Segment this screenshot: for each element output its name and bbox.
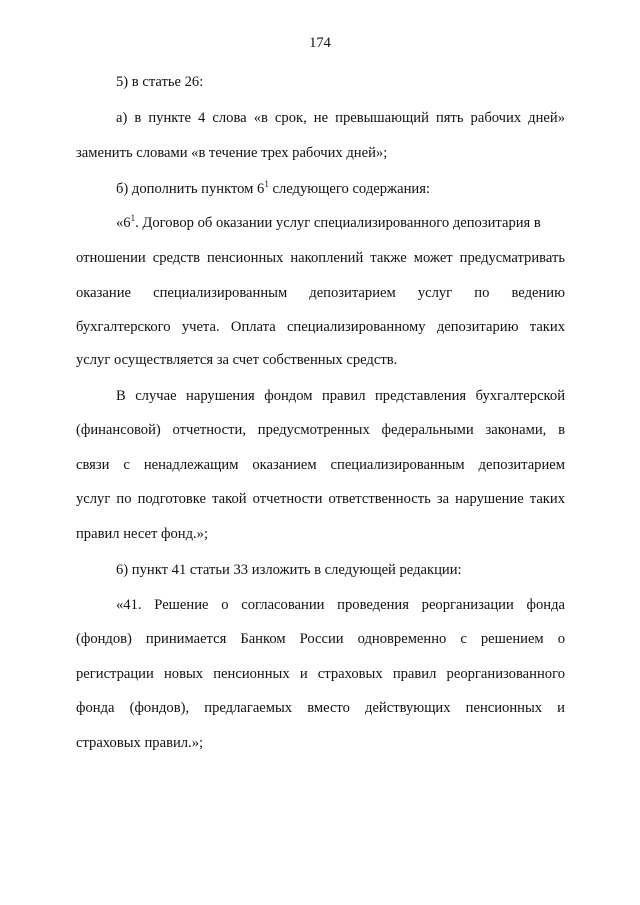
text-line: 5) в статье 26: <box>116 74 204 90</box>
text-line: страховых правил.»; <box>76 735 204 751</box>
text-line: бухгалтерского учета. Оплата специализированному депозитарию таких <box>76 319 565 335</box>
text-line: услуг осуществляется за счет собственных средств. <box>76 352 398 368</box>
text-line: отношении средств пенсионных накоплений также может предусматривать <box>76 250 565 266</box>
text-line: 6) пункт 41 статьи 33 изложить в следующей редакции: <box>116 562 462 578</box>
page-number: 174 <box>309 35 331 51</box>
text-line: а) в пункте 4 слова «в срок, не превышающий пять рабочих дней» <box>116 110 565 126</box>
text-line: фонда (фондов), предлагаемых вместо действующих пенсионных и <box>76 700 565 716</box>
text-line: оказание специализированным депозитарием услуг по ведению <box>76 285 565 301</box>
text-line: услуг по подготовке такой отчетности ответственность за нарушение таких <box>76 491 565 507</box>
text-line: правил несет фонд.»; <box>76 526 209 542</box>
text-line: заменить словами «в течение трех рабочих дней»; <box>76 145 388 161</box>
text-line <box>116 214 565 232</box>
text-line: В случае нарушения фондом правил представления бухгалтерской <box>116 388 565 404</box>
text-line: (финансовой) отчетности, предусмотренных федеральными законами, в <box>76 422 565 438</box>
text-segment: следующего содержания: <box>268 181 430 197</box>
superscript: 1 <box>264 179 269 189</box>
superscript: 1 <box>130 213 136 223</box>
text-segment: . Договор об оказании услуг специализированного депозитария в <box>135 215 541 231</box>
text-line: (фондов) принимается Банком России одновременно с решением о <box>76 631 565 647</box>
text-segment: б) дополнить пунктом 6 <box>116 181 265 197</box>
text-line: регистрации новых пенсионных и страховых правил реорганизованного <box>76 666 565 682</box>
text-segment: «6 <box>116 215 131 231</box>
text-line: связи с ненадлежащим оказанием специализированным депозитарием <box>76 457 565 473</box>
text-line <box>116 180 565 198</box>
text-line: «41. Решение о согласовании проведения реорганизации фонда <box>116 597 565 613</box>
